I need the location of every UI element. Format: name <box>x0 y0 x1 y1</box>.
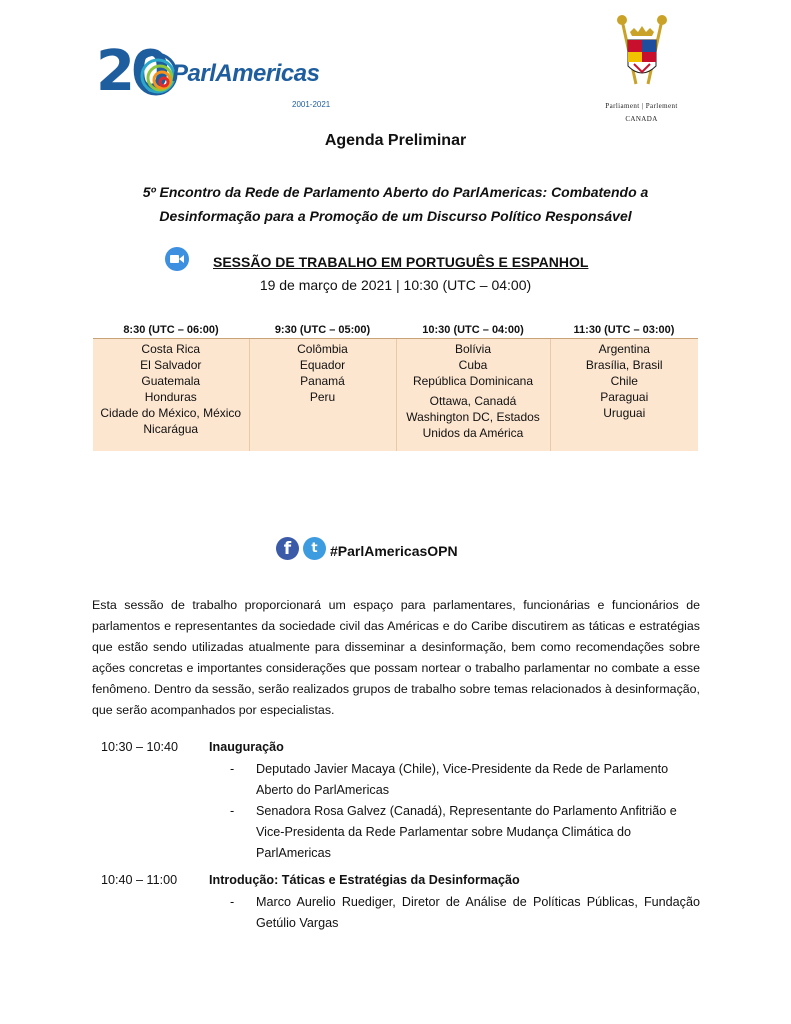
dash-bullet: - <box>230 762 235 776</box>
hashtag: #ParlAmericasOPN <box>330 543 458 559</box>
location: Guatemala <box>141 374 201 388</box>
location: Unidos da América <box>422 426 524 440</box>
agenda-item <box>230 801 700 864</box>
location: Washington DC, Estados <box>406 410 540 424</box>
location: Ottawa, Canadá <box>429 394 517 408</box>
timezone-column <box>550 339 698 452</box>
location: Cuba <box>458 358 488 372</box>
location: Uruguai <box>603 406 646 420</box>
agenda-time: 10:30 – 10:40 <box>101 740 179 754</box>
facebook-icon[interactable]: f <box>276 537 299 560</box>
parlamericas-logo <box>96 40 346 115</box>
timezone-column <box>93 339 249 452</box>
video-camera-icon <box>165 247 189 271</box>
location: Bolívia <box>454 342 492 356</box>
logo-number: 20 <box>96 39 166 104</box>
agenda-item <box>230 759 700 801</box>
timezone-header-row <box>93 321 698 339</box>
location: Cidade do México, México <box>100 406 242 420</box>
intro-paragraph: Esta sessão de trabalho proporcionará um espaço para parlamentares, funcionárias e funcionários de parlamentos e representantes da sociedade civil das Américas e do Caribe discutirem as táticas e estratégias que estão sendo utilizadas atualmente para disseminar a desinformação, bem como recomendações sobre ações concretas e importantes considerações que possam nortear o trabalho parlamentar no combate a esse fenômeno. Dentro da sessão, serão realizados grupos de trabalho sobre temas relacionados à desinformação, que serão acompanhados por especialistas. <box>92 598 700 717</box>
timezone-column <box>249 339 396 452</box>
location: Equador <box>299 358 346 372</box>
location: Chile <box>610 374 638 388</box>
session-title: SESSÃO DE TRABALHO EM PORTUGUÊS E ESPANHOL <box>213 254 589 270</box>
location: Colômbia <box>297 342 348 356</box>
coat-of-arms-icon <box>612 14 672 98</box>
event-subtitle: 5º Encontro da Rede de Parlamento Aberto do ParlAmericas: Combatendo a Desinformação para a Promoção de um Discurso Político Responsável <box>142 184 649 224</box>
location: Peru <box>309 390 336 404</box>
dash-bullet: - <box>230 895 235 909</box>
agenda-item <box>230 892 700 934</box>
parliament-caption: Parliament | Parlement <box>605 102 678 110</box>
agenda-speakers <box>230 892 700 934</box>
timezone-header: 9:30 (UTC – 05:00) <box>249 321 396 339</box>
location: Nicarágua <box>143 422 199 436</box>
agenda-item-text: Marco Aurelio Ruediger, Diretor de Análise de Políticas Públicas, Fundação Getúlio Vargas <box>256 895 700 930</box>
page-title: Agenda Preliminar <box>324 132 467 149</box>
twitter-icon[interactable]: t <box>303 537 326 560</box>
timezone-column <box>396 339 550 452</box>
agenda-speakers <box>230 759 700 864</box>
location: Paraguai <box>600 390 649 404</box>
logo-name: ParlAmericas <box>172 60 320 87</box>
dash-bullet: - <box>230 804 235 818</box>
parliament-country: CANADA <box>625 115 658 123</box>
agenda-heading: Introdução: Táticas e Estratégias da Desinformação <box>209 873 520 887</box>
agenda-time: 10:40 – 11:00 <box>101 873 178 887</box>
location: Costa Rica <box>141 342 201 356</box>
timezone-header: 11:30 (UTC – 03:00) <box>550 321 698 339</box>
agenda-item-text: Deputado Javier Macaya (Chile), Vice-Presidente da Rede de Parlamento Aberto do ParlAmericas <box>256 762 669 797</box>
timezone-table <box>93 321 698 451</box>
location: Panamá <box>300 374 345 388</box>
timezone-header: 10:30 (UTC – 04:00) <box>396 321 550 339</box>
timezone-header: 8:30 (UTC – 06:00) <box>93 321 249 339</box>
parliament-canada-logo <box>589 14 694 134</box>
location: República Dominicana <box>412 374 534 388</box>
logo-years: 2001-2021 <box>292 100 331 109</box>
session-date: 19 de março de 2021 | 10:30 (UTC – 04:00) <box>259 277 532 293</box>
agenda-item-text: Senadora Rosa Galvez (Canadá), Representante do Parlamento Anfitrião e Vice-Presidenta da Rede Parlamentar sobre Mudança Climática do ParlAmericas <box>256 804 677 860</box>
location: Argentina <box>598 342 650 356</box>
location: Honduras <box>144 390 197 404</box>
timezone-body-row <box>93 339 698 452</box>
agenda-heading: Inauguração <box>209 740 284 754</box>
location: Brasília, Brasil <box>585 358 663 372</box>
location: El Salvador <box>140 358 202 372</box>
